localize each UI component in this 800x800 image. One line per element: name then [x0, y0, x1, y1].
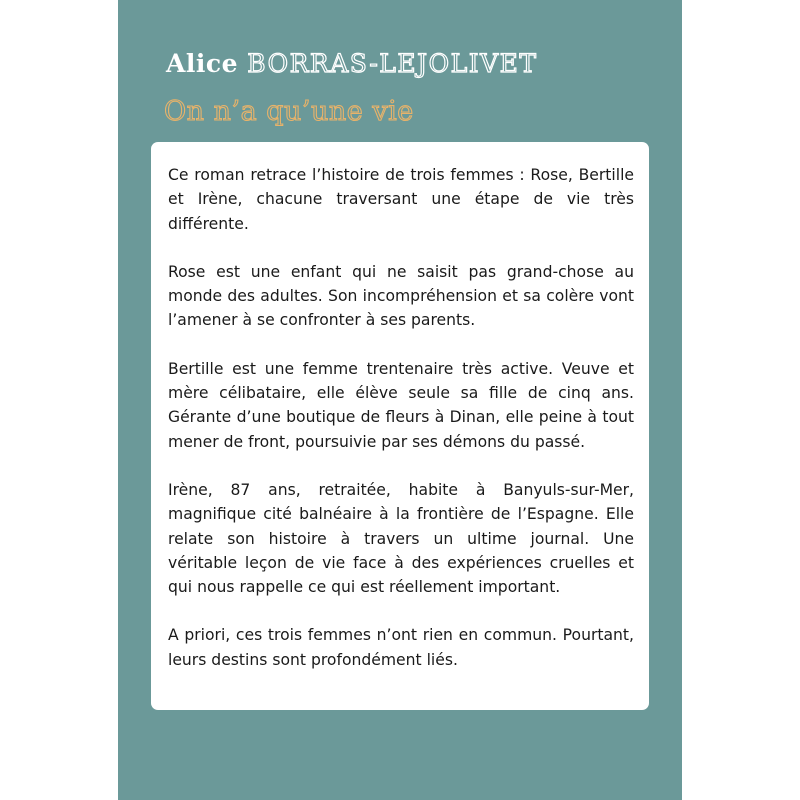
author-first-name: Alice: [166, 49, 239, 78]
blurb-card: [151, 142, 649, 710]
blurb-paragraph: A priori, ces trois femmes n’ont rien en commun. Pourtant, leurs destins sont profondément liés.: [168, 626, 634, 669]
blurb-paragraph: Bertille est une femme trentenaire très active. Veuve et mère célibataire, elle élève seule sa fille de cinq ans. Gérante d’une boutique de fleurs à Dinan, elle peine à tout mener de front, poursuivie par ses démons du passé.: [168, 359, 634, 451]
author-last-name: BORRAS-LEJOLIVET: [247, 49, 538, 78]
blurb-paragraph: Ce roman retrace l’histoire de trois femmes : Rose, Bertille et Irène, chacune traversant une étape de vie très différente.: [168, 166, 634, 233]
blurb-paragraph: Rose est une enfant qui ne saisit pas grand-chose au monde des adultes. Son incompréhension et sa colère vont l’amener à se confronter à ses parents.: [168, 262, 634, 330]
author-name: [166, 46, 538, 82]
blurb-paragraph: Irène, 87 ans, retraitée, habite à Banyuls-sur-Mer, magnifique cité balnéaire à la frontière de l’Espagne. Elle relate son histoire à travers un ultime journal. Une véritable leçon de vie face à des expériences cruelles et qui nous rappelle ce qui est réellement important.: [168, 480, 634, 597]
book-back-cover: [118, 0, 682, 800]
book-title: On n’a qu’une vie: [164, 96, 414, 127]
